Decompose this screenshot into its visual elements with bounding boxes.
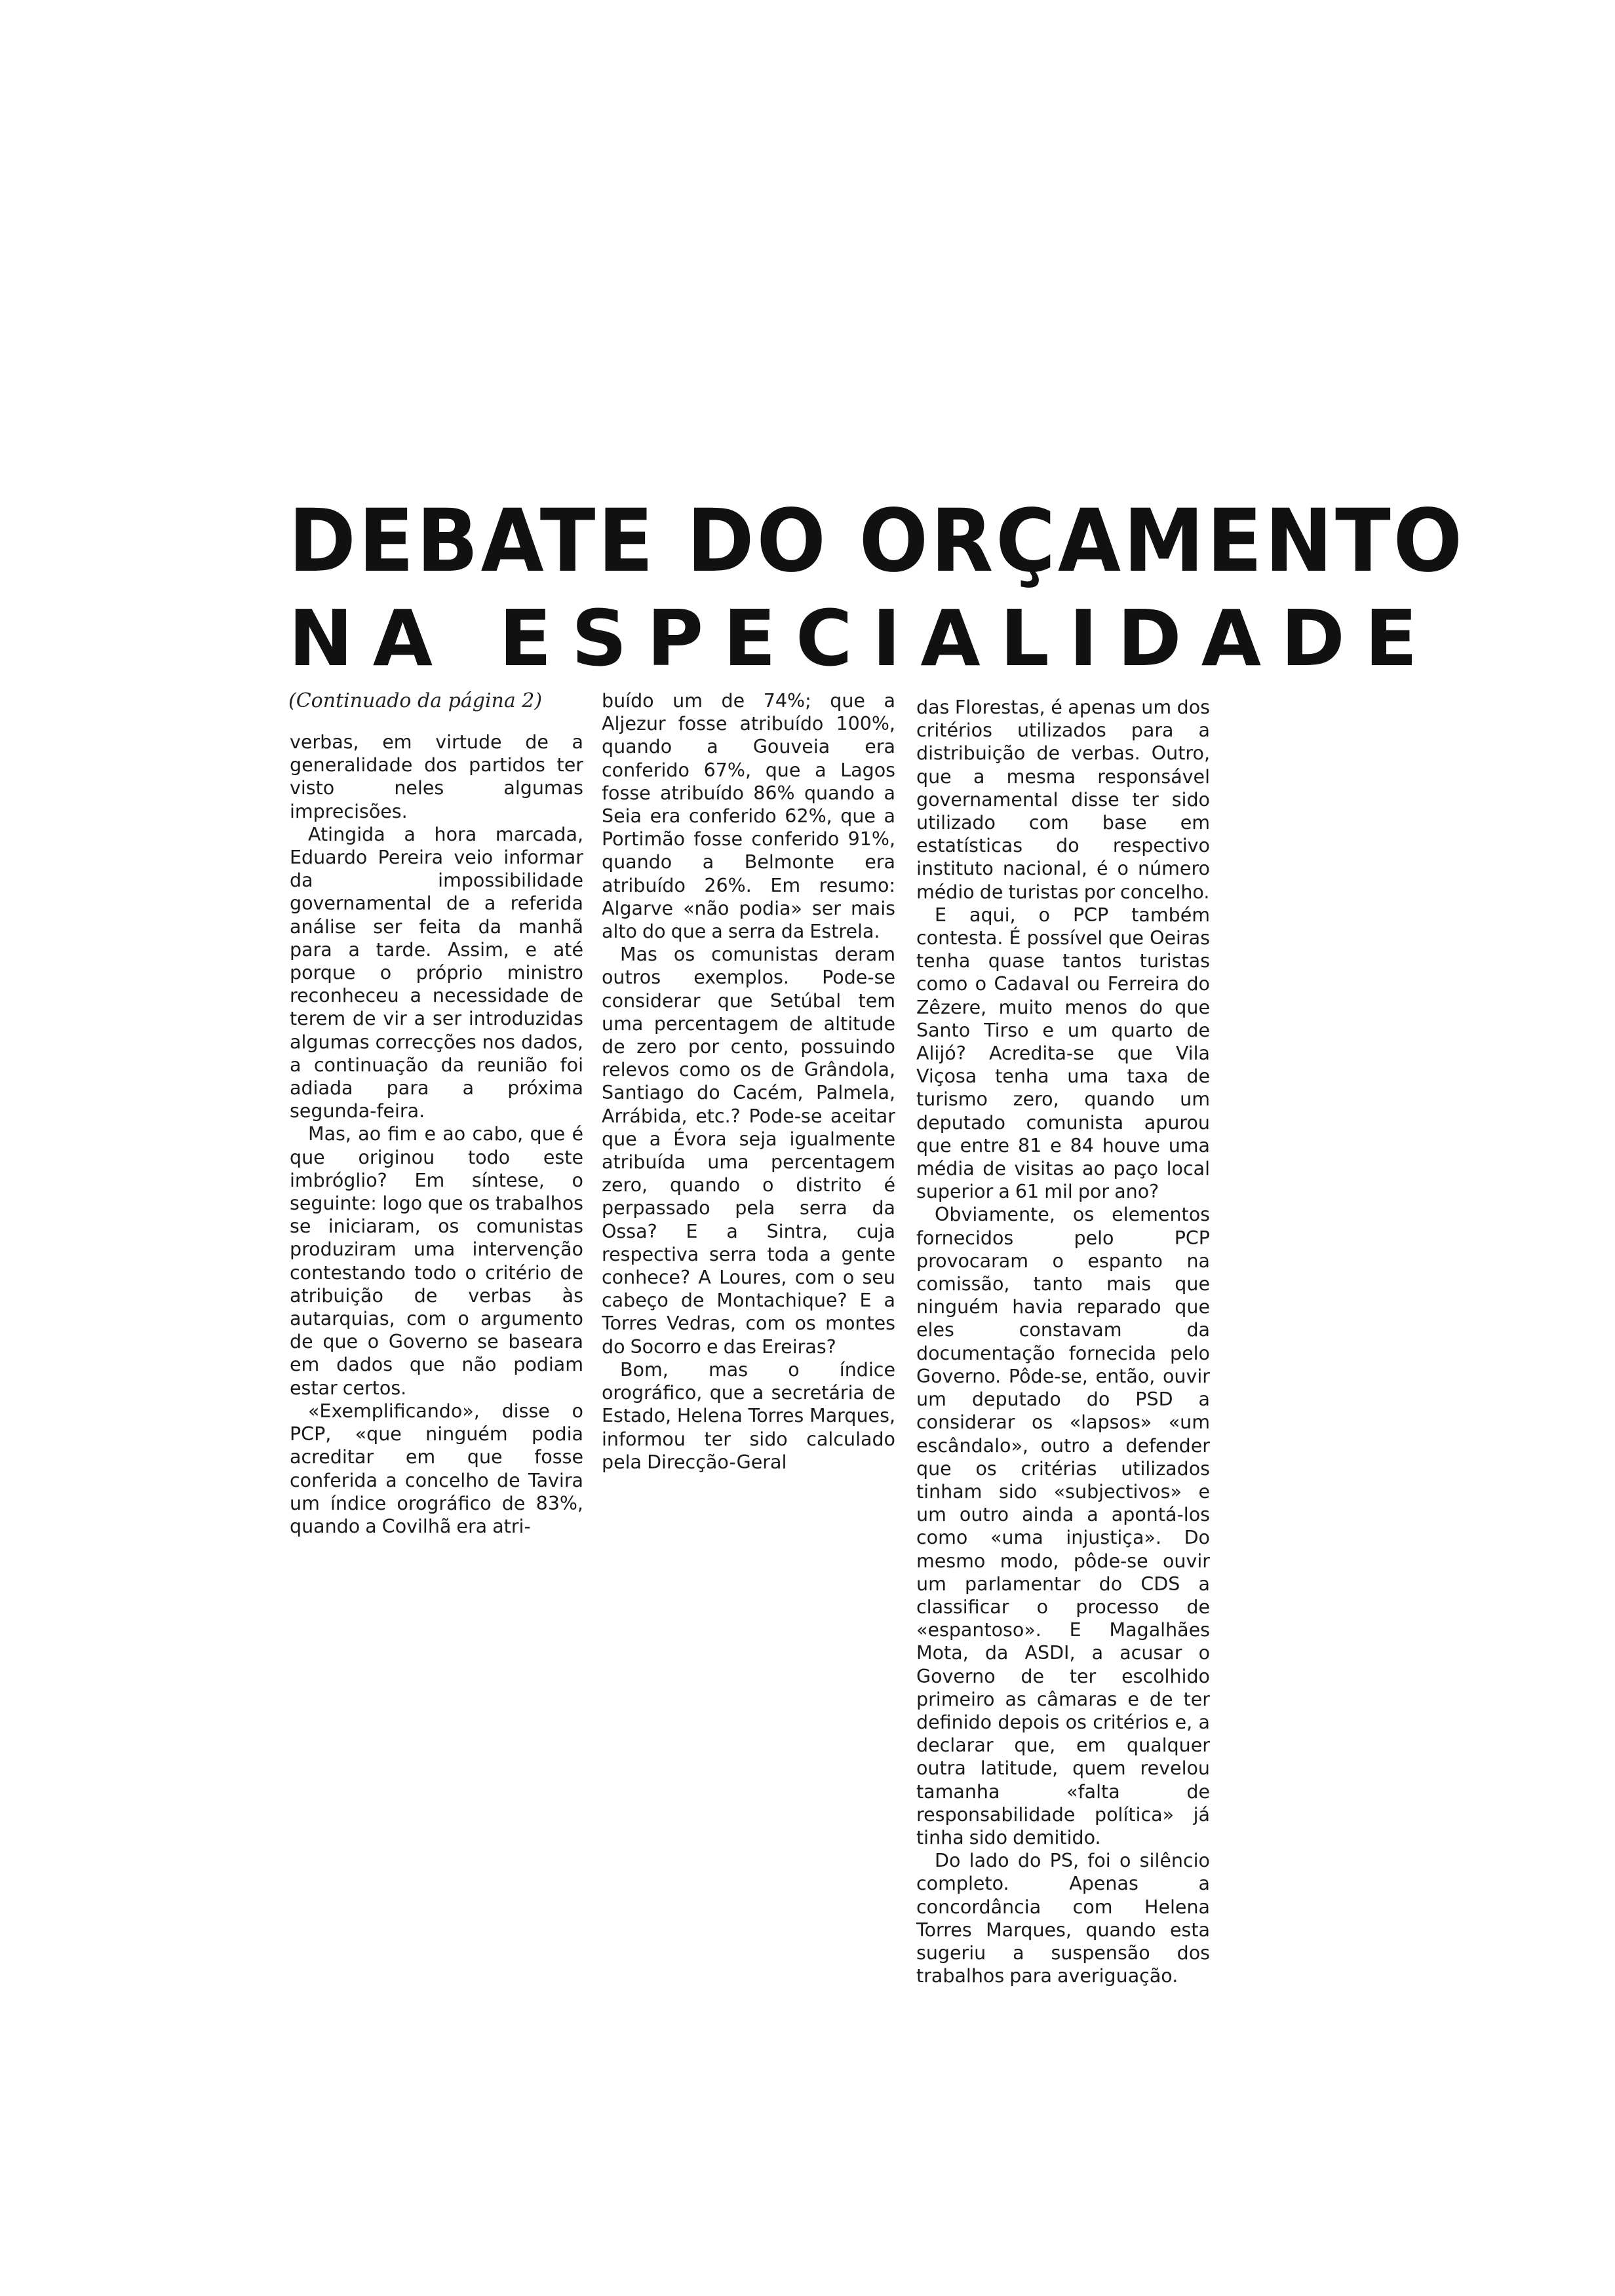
paragraph: Atingida a hora marcada, Eduardo Pereira veio informar da impossibilidade governamental de a referida análise ser feita da manhã para a tarde. Assim, e até porque o próprio ministro reconheceu a necessidade de terem de vir a ser introduzidas algumas correcções nos dados, a continuação da reunião foi adiada para a próxima segunda-feira. — [290, 823, 583, 1122]
article-column-1 — [290, 731, 583, 1538]
headline-line-1: DEBATE DO ORÇAMENTO — [288, 491, 1465, 592]
paragraph: buído um de 74%; que a Aljezur fosse atribuído 100%, quando a Gouveia era conferido 67%, que a Lagos fosse atribuído 86% quando a Seia era conferido 62%, que a Portimão fosse conferido 91%, quando a Belmonte era atribuído 26%. Em resumo: Algarve «não podia» ser mais alto do que a serra da Estrela. — [602, 690, 895, 943]
paragraph: «Exemplificando», disse o PCP, «que ninguém podia acreditar em que fosse conferida a concelho de Tavira um índice orográfico de 83%, quando a Covilhã era atri- — [290, 1400, 583, 1537]
paragraph: das Florestas, é apenas um dos critérios utilizados para a distribuição de verbas. Outro, que a mesma responsável governamental disse ter sido utilizado com base em estatísticas do respectivo instituto nacional, é o número médio de turistas por concelho. — [916, 697, 1210, 903]
paragraph: E aqui, o PCP também contesta. É possível que Oeiras tenha quase tantos turistas como o Cadaval ou Ferreira do Zêzere, muito menos do que Santo Tirso e um quarto de Alijó? Acredita-se que Vila Viçosa tenha uma taxa de turismo zero, quando um deputado comunista apurou que entre 81 e 84 houve uma média de visitas ao paço local superior a 61 mil por ano? — [916, 904, 1210, 1203]
paragraph: Do lado do PS, foi o silêncio completo. Apenas a concordância com Helena Torres Marques, quando esta sugeriu a suspensão dos trabalhos para averiguação. — [916, 1850, 1210, 1987]
article-column-3 — [916, 696, 1210, 1987]
newspaper-clipping — [275, 485, 1465, 2071]
paragraph: verbas, em virtude de a generalidade dos partidos ter visto neles algumas imprecisões. — [290, 731, 583, 822]
paragraph: Mas, ao fim e ao cabo, que é que originou todo este imbróglio? Em síntese, o seguinte: logo que os trabalhos se iniciaram, os comunistas produziram uma intervenção contestando todo o critério de atribuição de verbas às autarquias, com o argumento de que o Governo se baseara em dados que não podiam estar certos. — [290, 1123, 583, 1399]
paragraph: Mas os comunistas deram outros exemplos. Pode-se considerar que Setúbal tem uma percentagem de altitude de zero por cento, possuindo relevos como os de Grândola, Santiago do Cacém, Palmela, Arrábida, etc.? Pode-se aceitar que a Évora seja igualmente atribuída uma percentagem zero, quando o distrito é perpassado pela serra da Ossa? E a Sintra, cuja respectiva serra toda a gente conhece? A Loures, com o seu cabeço de Montachique? E a Torres Vedras, com os montes do Socorro e das Ereiras? — [602, 944, 895, 1358]
paragraph: Bom, mas o índice orográfico, que a secretária de Estado, Helena Torres Marques, informou ter sido calculado pela Direcção-Geral — [602, 1358, 895, 1473]
continued-note: (Continuado da página 2) — [288, 689, 543, 712]
headline-line-2: NA ESPECIALIDADE — [288, 593, 1437, 683]
article-column-2 — [602, 689, 895, 1474]
paragraph: Obviamente, os elementos fornecidos pelo PCP provocaram o espanto na comissão, tanto mais que ninguém havia reparado que eles constavam da documentação fornecida pelo Governo. Pôde-se, então, ouvir um deputado do PSD a considerar os «lapsos» «um escândalo», outro a defender que os critérias utilizados tinham sido «subjectivos» e um outro ainda a apontá-los como «uma injustiça». Do mesmo modo, pôde-se ouvir um parlamentar do CDS a classificar o processo de «espantoso». E Magalhães Mota, da ASDI, a acusar o Governo de ter escolhido primeiro as câmaras e de ter definido depois os critérios e, a declarar que, em qualquer outra latitude, quem revelou tamanha «falta de responsabilidade política» já tinha sido demitido. — [916, 1204, 1210, 1848]
